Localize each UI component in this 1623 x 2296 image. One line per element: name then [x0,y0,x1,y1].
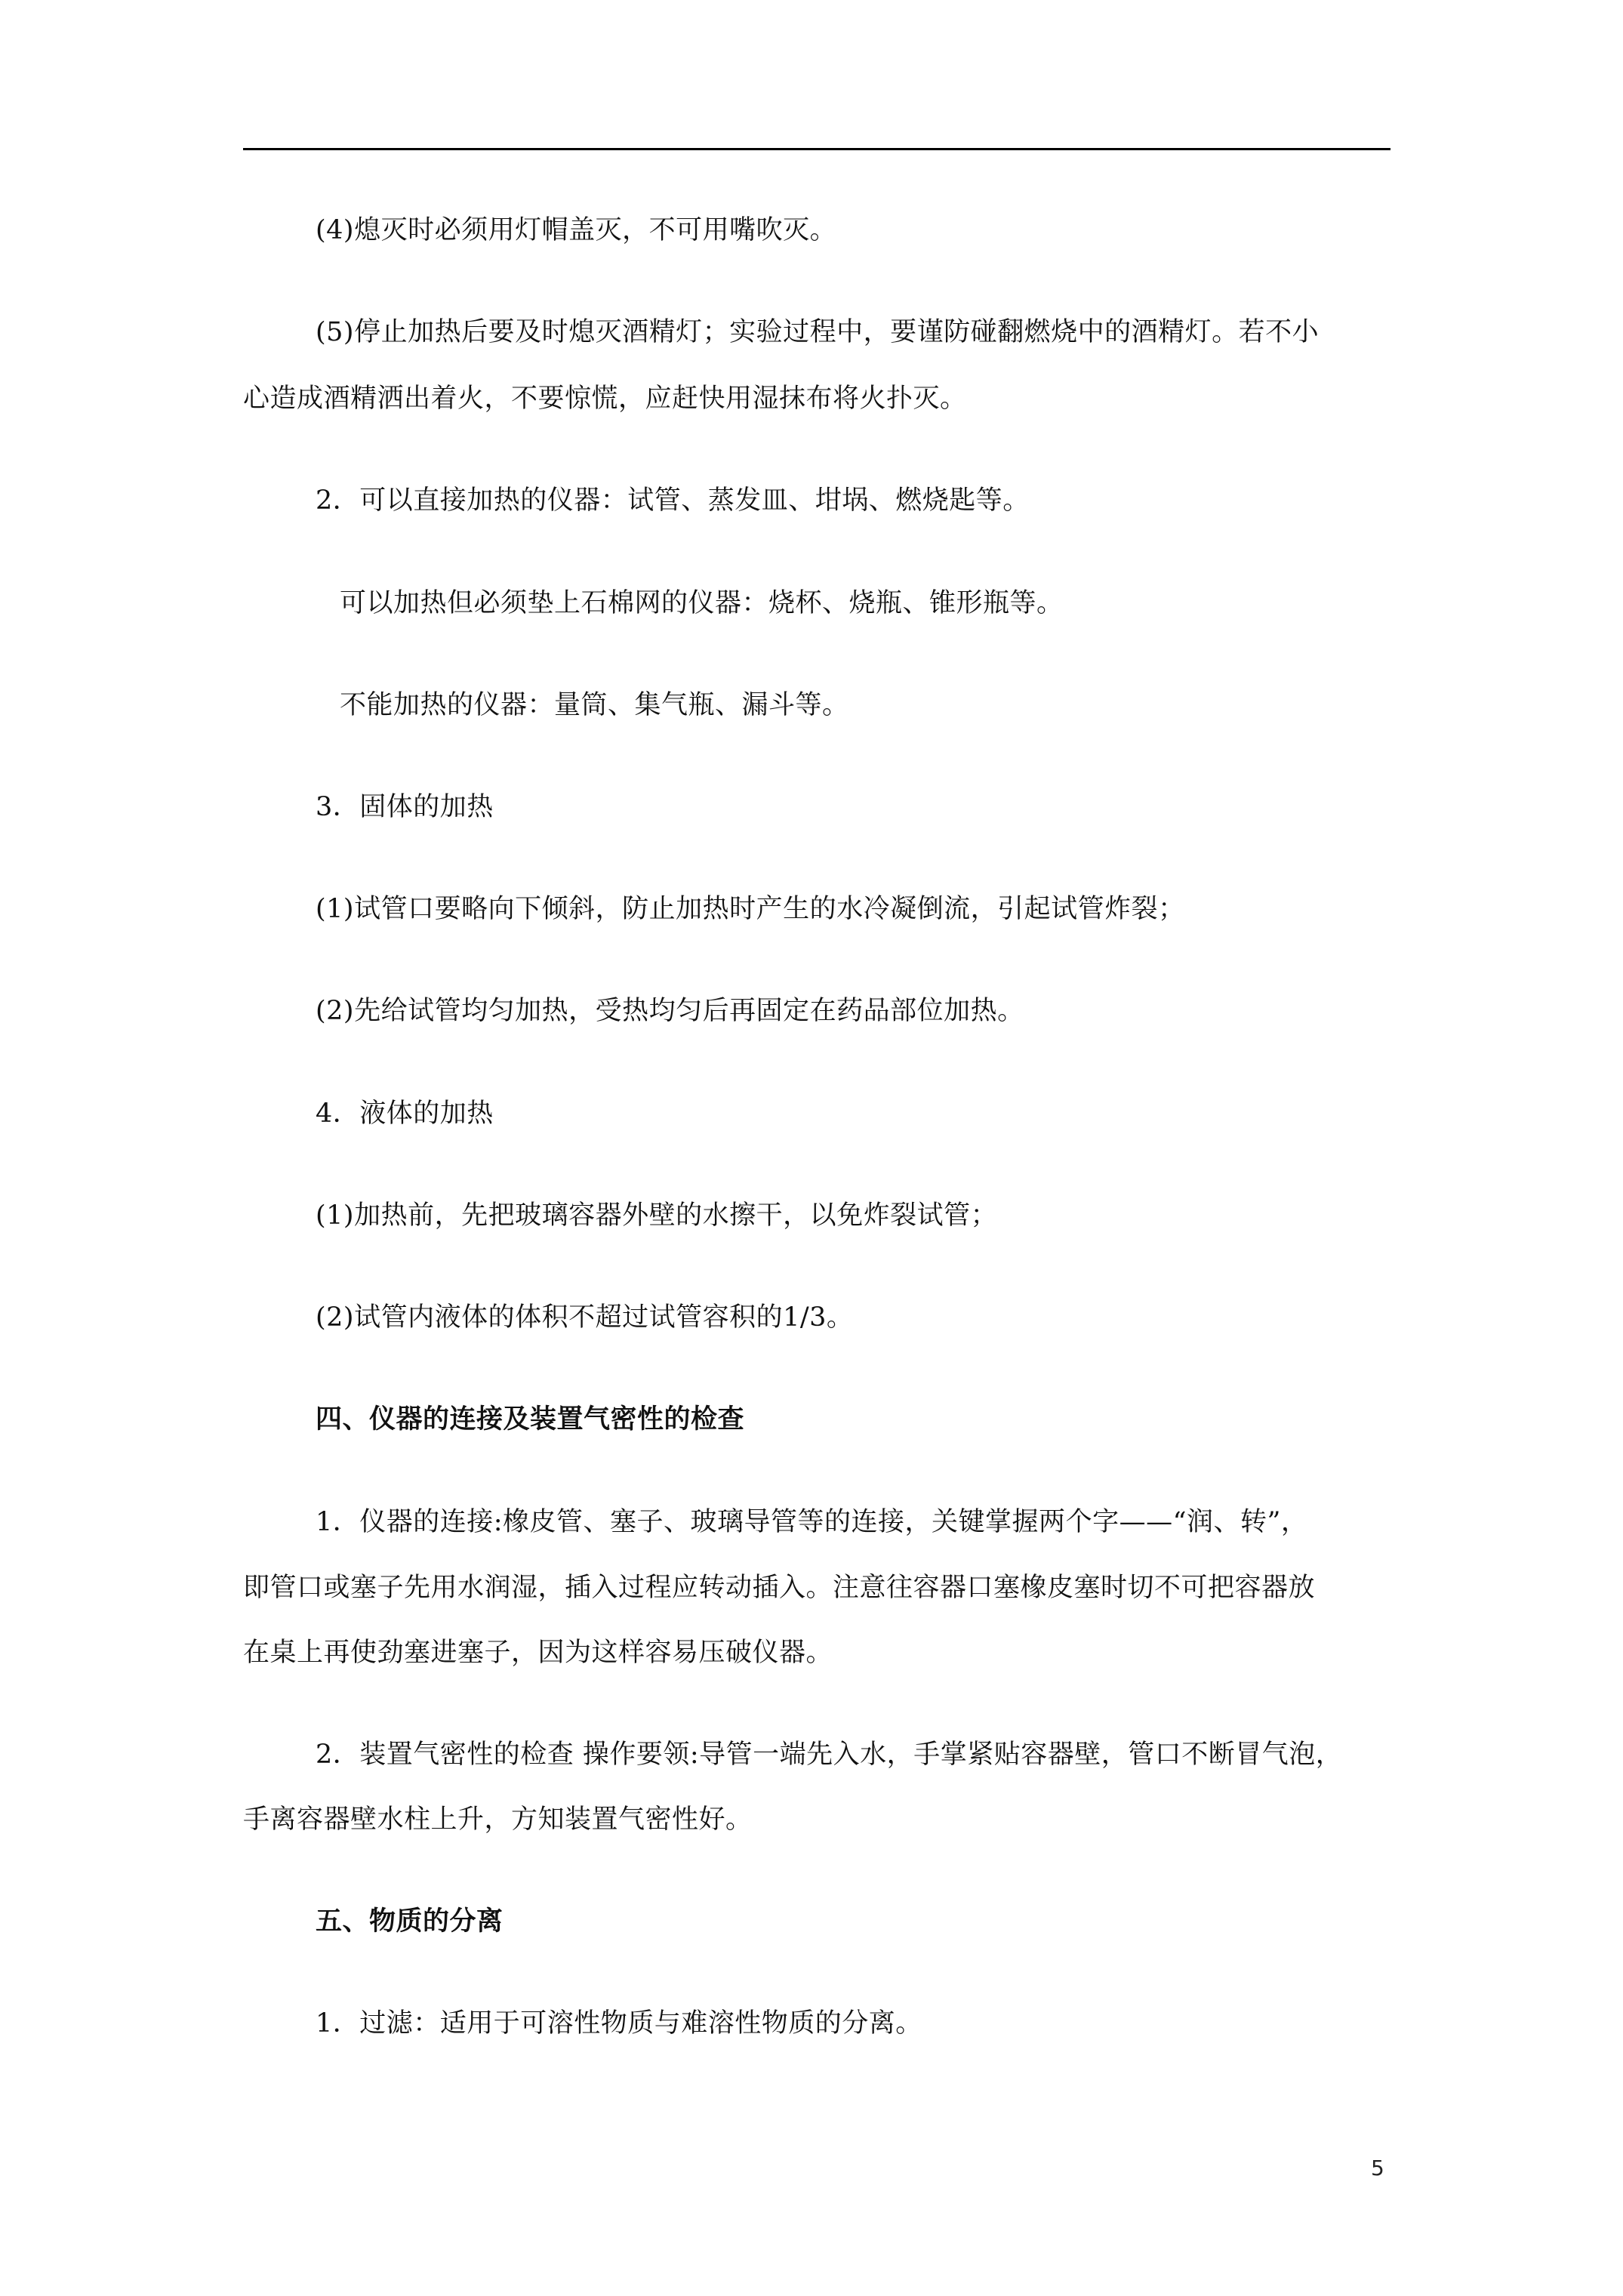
text-line: (4)熄灭时必须用灯帽盖灭，不可用嘴吹灭。 [316,215,837,245]
text-line: 在桌上再使劲塞进塞子，因为这样容易压破仪器。 [243,1638,833,1668]
text-line: 不能加热的仪器：量筒、集气瓶、漏斗等。 [340,690,849,720]
header-rule [243,148,1390,150]
text-line: (1)加热前，先把玻璃容器外壁的水擦干，以免炸裂试管； [316,1200,998,1231]
section-heading: 4．液体的加热 [316,1099,494,1129]
text-line: 手离容器壁水柱上升，方知装置气密性好。 [243,1804,753,1835]
text-line: 即管口或塞子先用水润湿，插入过程应转动插入。注意往容器口塞橡皮塞时切不可把容器放 [243,1573,1316,1603]
text-line: (2)先给试管均匀加热，受热均匀后再固定在药品部位加热。 [316,996,1024,1026]
section-heading: 3．固体的加热 [316,792,494,822]
text-line: 可以加热但必须垫上石棉网的仪器：烧杯、烧瓶、锥形瓶等。 [340,588,1064,618]
text-line: (5)停止加热后要及时熄灭酒精灯；实验过程中，要谨防碰翻燃烧中的酒精灯。若不小 [316,317,1320,347]
text-line: 2．装置气密性的检查 操作要领:导管一端先入水，手掌紧贴容器壁，管口不断冒气泡， [316,1740,1343,1770]
text-line: 2．可以直接加热的仪器：试管、蒸发皿、坩埚、燃烧匙等。 [316,485,1030,516]
chapter-heading: 四、仪器的连接及装置气密性的检查 [316,1404,745,1435]
text-line: 心造成酒精洒出着火，不要惊慌，应赶快用湿抹布将火扑灭。 [243,384,967,414]
text-line: (2)试管内液体的体积不超过试管容积的1/3。 [316,1302,854,1333]
page-number: 5 [1371,2156,1384,2180]
text-line: 1．过滤：适用于可溶性物质与难溶性物质的分离。 [316,2008,922,2039]
text-line: (1)试管口要略向下倾斜，防止加热时产生的水冷凝倒流，引起试管炸裂； [316,894,1185,924]
text-line: 1．仪器的连接:橡皮管、塞子、玻璃导管等的连接，关键掌握两个字——“润、转”， [316,1507,1308,1537]
chapter-heading: 五、物质的分离 [316,1906,504,1937]
